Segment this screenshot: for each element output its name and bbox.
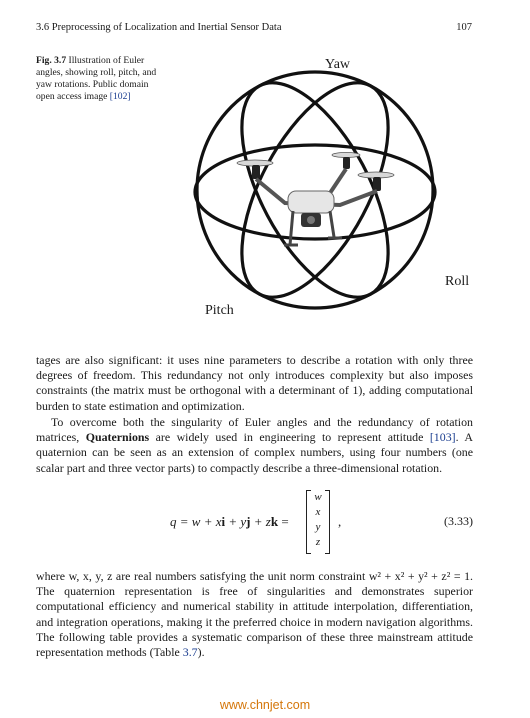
paragraph-2-text-a: To overcome both the singularity of Euler angles and the redundancy of rotation matrices, <box>36 415 473 445</box>
outer-gimbal-ring <box>197 72 433 308</box>
caption-label: Fig. 3.7 <box>36 55 67 66</box>
page-number: 107 <box>456 22 472 33</box>
paragraph-2-text-c: . A quaternion can be seen as an extension of complex numbers, using four numbers (one scalar part and three vector parts) to compactly describe a three-dimensional rotation. <box>36 430 473 475</box>
yaw-label: Yaw <box>325 57 351 72</box>
paragraph-3-text-a: where w, x, y, z are real numbers satisfying the unit norm constraint w² + x² + y² + z² = 1. The quaternion representation is free of singularities and demonstrates superior computational efficiency and numerical stability in attitude interpolation, differentiation, and integration operations, making it the preferred choice in modern navigation algorithms. The following table provides a systematic comparison of these three mainstream attitude representation methods (Table <box>36 569 473 660</box>
equation-number: (3.33) <box>444 514 473 528</box>
drone-gimbal-illustration <box>180 55 480 330</box>
citation-link[interactable]: [103] <box>429 430 456 445</box>
running-title: 3.6 Preprocessing of Localization and Inertial Sensor Data <box>36 22 282 33</box>
paragraph-3-text-b: ). <box>197 645 205 660</box>
paragraph-3 <box>36 569 473 660</box>
matrix-entry-y: y <box>315 521 321 533</box>
table-reference-link[interactable]: 3.7 <box>182 645 198 660</box>
paragraph-1 <box>36 353 473 414</box>
equation-lhs: q = w + xi + yj + zk = <box>170 514 289 529</box>
paragraph-1-text: tages are also significant: it uses nine parameters to describe a rotation with only three degrees of freedom. This redundancy not only introduces complexity but also imposes constraints (the matrix must be orthogonal with a determinant of 1), adding computational burden to state estimation and optimization. <box>36 353 473 413</box>
quaternions-term: Quaternions <box>85 430 150 445</box>
equation-comma: , <box>338 514 342 529</box>
caption-reference-link[interactable]: [102] <box>109 91 131 102</box>
figure-caption <box>36 55 164 103</box>
matrix-entry-w: w <box>314 491 322 503</box>
matrix-entry-x: x <box>315 506 321 518</box>
page-header <box>36 22 472 38</box>
caption-text: Illustration of Euler angles, showing roll, pitch, and yaw rotations. Public domain open access image <box>36 55 157 102</box>
quaternion-column-vector <box>306 490 330 554</box>
pitch-label: Pitch <box>205 303 234 318</box>
roll-label: Roll <box>445 274 470 289</box>
paragraph-2-text-b: are widely used in engineering to represent attitude <box>149 430 430 445</box>
matrix-entry-z: z <box>315 536 321 548</box>
paragraph-2 <box>36 415 473 476</box>
pitch-ring <box>212 60 418 319</box>
watermark: www.chnjet.com <box>219 698 311 712</box>
roll-ring <box>212 60 418 319</box>
equation-3-33 <box>36 488 473 556</box>
euler-angles-figure <box>180 55 480 330</box>
